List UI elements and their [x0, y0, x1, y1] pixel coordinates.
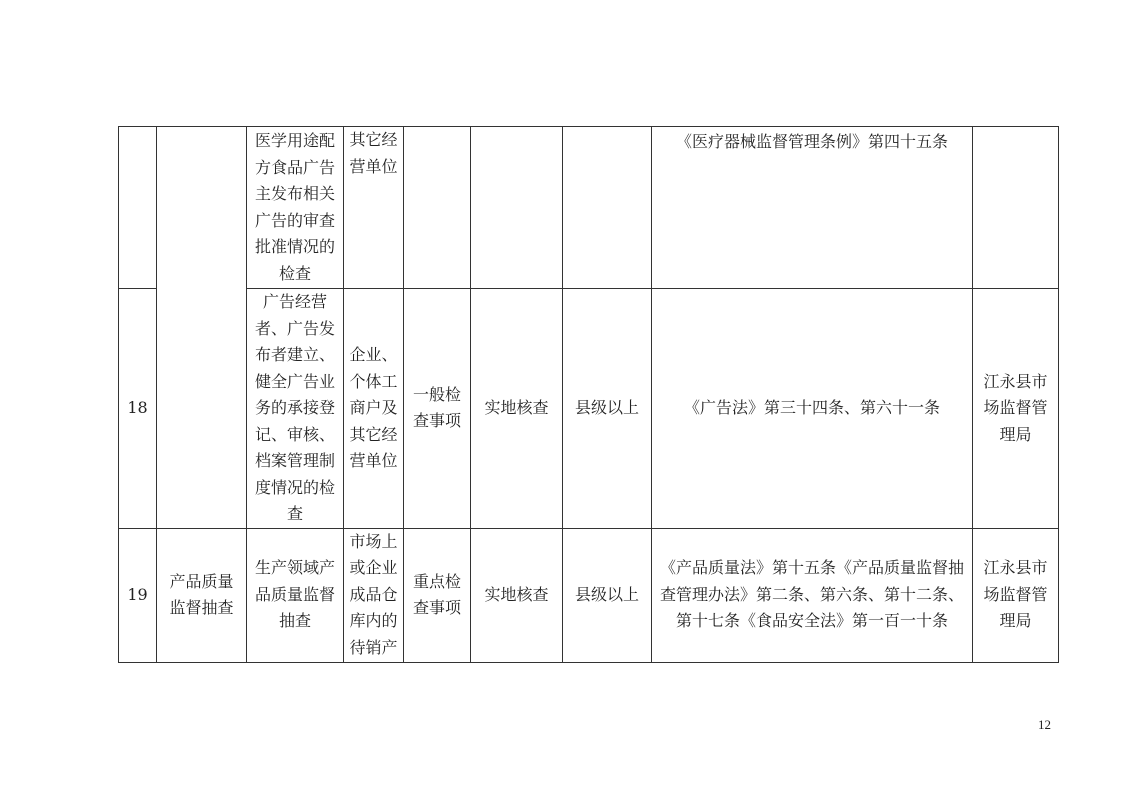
- object-cell: [344, 528, 404, 662]
- cell-text-line: 抽查: [278, 611, 311, 631]
- dept-cell: [973, 127, 1059, 289]
- object-cell: [344, 289, 404, 529]
- item-cell: [247, 528, 344, 662]
- cell-text-line: 检查: [278, 263, 311, 283]
- cell-text-line: 市场上: [349, 531, 398, 551]
- basis-cell: [652, 289, 973, 529]
- cell-text-line: 查管理办法》第二条、第六条、第十二条、: [659, 584, 964, 604]
- basis-cell: [652, 528, 973, 662]
- cell-text-line: 场监督管: [983, 398, 1048, 417]
- level-cell: 县级以上: [563, 528, 652, 662]
- cell-text-line: 务的承接登: [254, 398, 335, 417]
- cell-text-line: 理局: [999, 611, 1032, 631]
- dept-cell: [973, 289, 1059, 529]
- method-cell: 实地核查: [471, 528, 563, 662]
- table-row: [119, 528, 1059, 662]
- cell-text-line: 营单位: [349, 451, 398, 470]
- cell-text-line: 监督抽查: [169, 598, 234, 617]
- cell-text-line: 者、广告发: [254, 318, 335, 338]
- cell-text-line: 主发布相关: [254, 184, 335, 203]
- cell-text-line: 方食品广告: [254, 157, 335, 177]
- cell-text-line: 其它经: [349, 424, 398, 444]
- row-number-cell: [119, 127, 157, 289]
- cell-text-line: 布者建立、: [254, 345, 335, 364]
- cell-text-line: 第十七条《食品安全法》第一百一十条: [675, 611, 948, 631]
- category-cell: [157, 528, 247, 662]
- cell-text-line: 商户及: [349, 398, 398, 417]
- item-cell: [247, 289, 344, 529]
- type-cell: [404, 528, 471, 662]
- row-number-cell: 18: [119, 289, 157, 529]
- method-cell: 实地核查: [471, 289, 563, 529]
- cell-text-line: 批准情况的: [254, 237, 335, 256]
- level-cell: 县级以上: [563, 289, 652, 529]
- item-cell: [247, 127, 344, 289]
- cell-text-line: 产品质量: [169, 571, 234, 591]
- cell-text-line: 健全广告业: [254, 371, 335, 391]
- cell-text-line: 或企业: [349, 558, 398, 578]
- cell-text-line: 一般检: [412, 384, 461, 404]
- object-cell: [344, 127, 404, 289]
- cell-text-line: 档案管理制: [254, 451, 335, 470]
- cell-text-line: 企业、: [349, 345, 398, 364]
- category-cell: [157, 127, 247, 529]
- cell-text-line: 其它经: [349, 130, 398, 149]
- cell-text-line: 查事项: [412, 598, 461, 617]
- cell-text-line: 度情况的检: [254, 477, 335, 497]
- cell-text-line: 医学用途配: [254, 131, 335, 150]
- page-number: 12: [1038, 717, 1051, 732]
- cell-text-line: 查事项: [412, 411, 461, 431]
- dept-cell: [973, 528, 1059, 662]
- row-number-cell: 19: [119, 528, 157, 662]
- level-cell: [563, 127, 652, 289]
- cell-text-line: 《医疗器械监督管理条例》第四十五条: [675, 132, 948, 151]
- cell-text-line: 个体工: [349, 371, 398, 391]
- cell-text-line: 场监督管: [983, 584, 1048, 604]
- basis-cell: [652, 127, 973, 289]
- cell-text-line: 营单位: [349, 156, 398, 176]
- cell-text-line: 《产品质量法》第十五条《产品质量监督抽: [659, 558, 964, 578]
- cell-text-line: 成品仓: [349, 584, 398, 604]
- cell-text-line: 生产领域产: [254, 558, 335, 578]
- table-row: [119, 289, 1059, 529]
- cell-text-line: 广告的审查: [254, 210, 335, 230]
- method-cell: [471, 127, 563, 289]
- type-cell: [404, 127, 471, 289]
- cell-text-line: 重点检: [412, 571, 461, 591]
- table-row: [119, 127, 1059, 289]
- cell-text-line: 《广告法》第三十四条、第六十一条: [683, 398, 940, 417]
- cell-text-line: 记、审核、: [254, 424, 335, 444]
- cell-text-line: 广告经营: [262, 292, 327, 311]
- cell-text-line: 待销产: [349, 637, 398, 657]
- cell-text-line: 库内的: [349, 611, 398, 631]
- inspection-items-table: [118, 126, 1059, 663]
- cell-text-line: 理局: [999, 424, 1032, 444]
- cell-text-line: 江永县市: [983, 371, 1048, 391]
- type-cell: [404, 289, 471, 529]
- cell-text-line: 查: [286, 504, 303, 523]
- cell-text-line: 江永县市: [983, 558, 1048, 578]
- cell-text-line: 品质量监督: [254, 584, 335, 604]
